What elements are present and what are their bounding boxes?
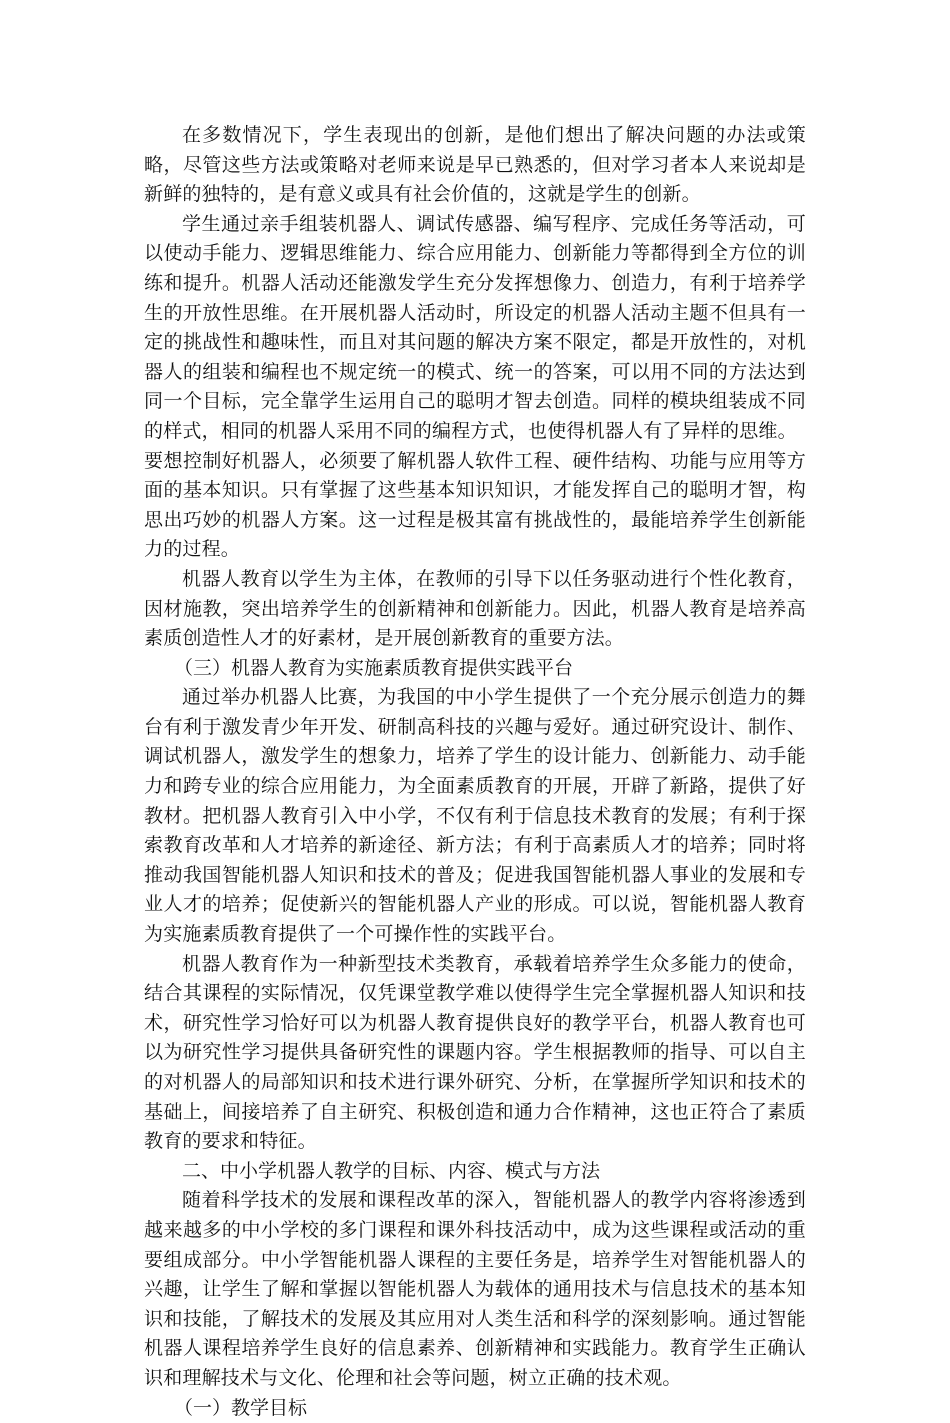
section-heading-practice-platform: （三）机器人教育为实施素质教育提供实践平台 (174, 656, 574, 679)
paragraph-curriculum-tasks: 随着科学技术的发展和课程改革的深入，智能机器人的教学内容将渗透到越来越多的中小学校的多门课程和课外科技活动中，成为这些课程或活动的重要组成部分。中小学智能机器人课程的主要任务是，培养学生对智能机器人的兴趣，让学生了解和掌握以智能机器人为载体的通用技术与信息技术的基本知识和技能，了解技术的发展及其应用对人类生活和科学的深刻影响。通过智能机器人课程培养学生良好的信息素养、创新精神和实践能力。教育学生正确认识和理解技术与文化、伦理和社会等问题，树立正确的技术观。 (144, 1189, 806, 1389)
paragraph-robot-activities: 学生通过亲手组装机器人、调试传感器、编写程序、完成任务等活动，可以使动手能力、逻辑思维能力、综合应用能力、创新能力等都得到全方位的训练和提升。机器人活动还能激发学生充分发挥想像力、创造力，有利于培养学生的开放性思维。在开展机器人活动时，所设定的机器人活动主题不但具有一定的挑战性和趣味性，而且对其问题的解决方案不限定，都是开放性的，对机器人的组装和编程也不规定统一的模式、统一的答案，可以用不同的方法达到同一个目标，完全靠学生运用自己的聪明才智去创造。同样的模块组装成不同的样式，相同的机器人采用不同的编程方式，也使得机器人有了异样的思维。 (144, 212, 806, 442)
paragraph-robot-competition: 通过举办机器人比赛，为我国的中小学生提供了一个充分展示创造力的舞台有利于激发青少年开发、研制高科技的兴趣与爱好。通过研究设计、制作、调试机器人，激发学生的想象力，培养了学生的设计能力、创新能力、动手能力和跨专业的综合应用能力，为全面素质教育的开展，开辟了新路，提供了好教材。把机器人教育引入中小学，不仅有利于信息技术教育的发展；有利于探索教育改革和人才培养的新途径、新方法；有利于高素质人才的培养；同时将推动我国智能机器人知识和技术的普及；促进我国智能机器人事业的发展和专业人才的培养；促使新兴的智能机器人产业的形成。可以说，智能机器人教育为实施素质教育提供了一个可操作性的实践平台。 (144, 686, 806, 946)
paragraph-robot-control-knowledge: 要想控制好机器人，必须要了解机器人软件工程、硬件结构、功能与应用等方面的基本知识。只有掌握了这些基本知识知识，才能发挥自己的聪明才智，构思出巧妙的机器人方案。这一过程是极其富有挑战性的，最能培养学生创新能力的过程。 (144, 449, 806, 561)
section-heading-teaching-goals-content: 二、中小学机器人教学的目标、内容、模式与方法 (182, 1159, 601, 1182)
paragraph-robot-education-subject: 机器人教育以学生为主体，在教师的引导下以任务驱动进行个性化教育，因材施教，突出培养学生的创新精神和创新能力。因此，机器人教育是培养高素质创造性人才的好素材，是开展创新教育的重要方法。 (144, 567, 806, 650)
paragraph-research-learning: 机器人教育作为一种新型技术类教育，承载着培养学生众多能力的使命，结合其课程的实际情况，仅凭课堂教学难以使得学生完全掌握机器人知识和技术，研究性学习恰好可以为机器人教育提供良好的教学平台，机器人教育也可以为研究性学习提供具备研究性的课题内容。学生根据教师的指导、可以自主的对机器人的局部知识和技术进行课外研究、分析，在掌握所学知识和技术的基础上，间接培养了自主研究、积极创造和通力合作精神，这也正符合了素质教育的要求和特征。 (144, 952, 806, 1153)
section-heading-teaching-objectives: （一）教学目标 (174, 1396, 308, 1419)
paragraph-student-innovation: 在多数情况下，学生表现出的创新，是他们想出了解决问题的办法或策略，尽管这些方法或策略对老师来说是早已熟悉的，但对学习者本人来说却是新鲜的独特的，是有意义或具有社会价值的，这就是学生的创新。 (144, 124, 806, 206)
document-page (144, 121, 806, 1423)
